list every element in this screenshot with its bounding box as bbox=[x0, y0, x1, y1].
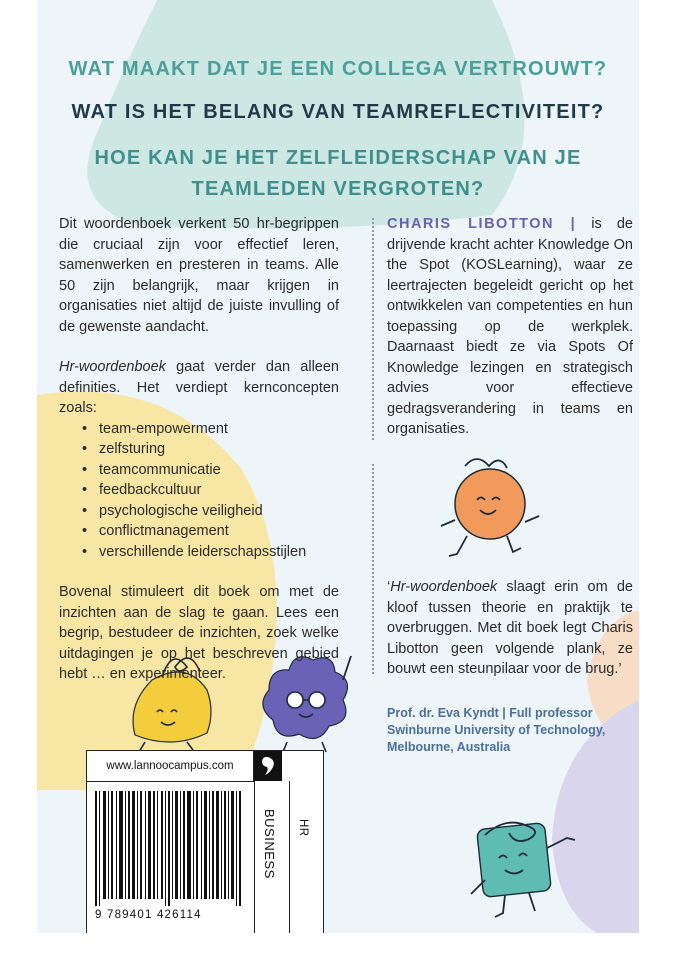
list-item: • teamcommunicatie bbox=[99, 460, 339, 481]
endorsement-quote bbox=[387, 577, 633, 680]
book-title: Hr-woordenboek bbox=[59, 359, 166, 375]
headline-question-3-line-1: HOE KAN JE HET ZELFLEIDERSCHAP VAN JE bbox=[94, 147, 582, 169]
quote-book-title: Hr-woordenboek bbox=[390, 579, 498, 595]
author-bio bbox=[387, 214, 633, 440]
cite-line-1: Prof. dr. Eva Kyndt | Full professor bbox=[387, 706, 593, 720]
orange-ball-character bbox=[441, 459, 539, 556]
lead-paragraph bbox=[59, 357, 339, 419]
barcode-panel bbox=[86, 750, 324, 933]
left-column bbox=[59, 214, 339, 705]
right-column bbox=[387, 214, 633, 460]
bio-text: is de drijvende kracht achter Knowledge On the Spot (KOSLearning), waar ze leertrajecten begeleidt gericht op het ontwikkelen van competenties en hun toepassing op de werkplek. Daarnaast biedt ze via Spots Of Knowledge lezingen en strategisch advies voor effectieve gedragsverandering in teams en organisaties. bbox=[387, 216, 633, 437]
cite-line-2: Swinburne University of Technology, bbox=[387, 723, 606, 737]
closing-paragraph: Bovenal stimuleert dit boek om met de inzichten aan de slag te gaan. Lees een begrip, bestudeer de inzichten, zoek welke uitdagingen je op het beschreven gebied hebt … en experimenteer. bbox=[59, 584, 339, 682]
quote-open: ‘ bbox=[387, 579, 391, 595]
barcode-bars bbox=[95, 791, 247, 906]
quote-citation bbox=[387, 705, 633, 756]
category-label: BUSINESS bbox=[262, 809, 277, 879]
back-cover bbox=[37, 0, 639, 933]
cite-line-3: Melbourne, Australia bbox=[387, 740, 511, 754]
isbn-number: 9 789401 426114 bbox=[95, 909, 202, 921]
intro-paragraph: Dit woordenboek verkent 50 hr-begrippen die cruciaal zijn voor effectief leren, samenwerken en presteren in teams. Alle 50 zijn belangrijk, maar krijgen in organisaties niet altijd de juiste invulling of de gewenste aandacht. bbox=[59, 216, 339, 335]
column-divider bbox=[372, 218, 374, 440]
subject-label: HR bbox=[297, 819, 309, 837]
headline-question-3 bbox=[37, 143, 639, 205]
headline-question-2: WAT IS HET BELANG VAN TEAMREFLECTIVITEIT? bbox=[71, 101, 605, 123]
quote-text: slaagt erin om de kloof tussen theorie en praktijk te overbruggen. Met dit boek legt Charis Libotton geen volgende plank, ze bouwt een steunpilaar voor de brug.’ bbox=[387, 579, 633, 677]
column-divider-lower bbox=[372, 464, 374, 674]
publisher-url: www.lannoocampus.com bbox=[87, 751, 254, 782]
headline-question-1: WAT MAAKT DAT JE EEN COLLEGA VERTROUWT? bbox=[68, 58, 608, 80]
headline-question-3-line-2: TEAMLEDEN VERGROTEN? bbox=[191, 178, 485, 200]
list-item: • verschillende leiderschapsstijlen bbox=[99, 542, 339, 563]
list-item: • conflictmanagement bbox=[99, 521, 339, 542]
list-item: • psychologische veiligheid bbox=[99, 501, 339, 522]
list-item: • zelfsturing bbox=[99, 439, 339, 460]
lead-text: gaat verder dan alleen definities. Het verdiept kernconcepten zoals: bbox=[59, 359, 339, 416]
list-item: • feedbackcultuur bbox=[99, 480, 339, 501]
author-name: CHARIS LIBOTTON | bbox=[387, 216, 577, 232]
publisher-logo-icon bbox=[254, 751, 282, 781]
concept-list bbox=[59, 419, 339, 563]
list-item: • team-empowerment bbox=[99, 419, 339, 440]
